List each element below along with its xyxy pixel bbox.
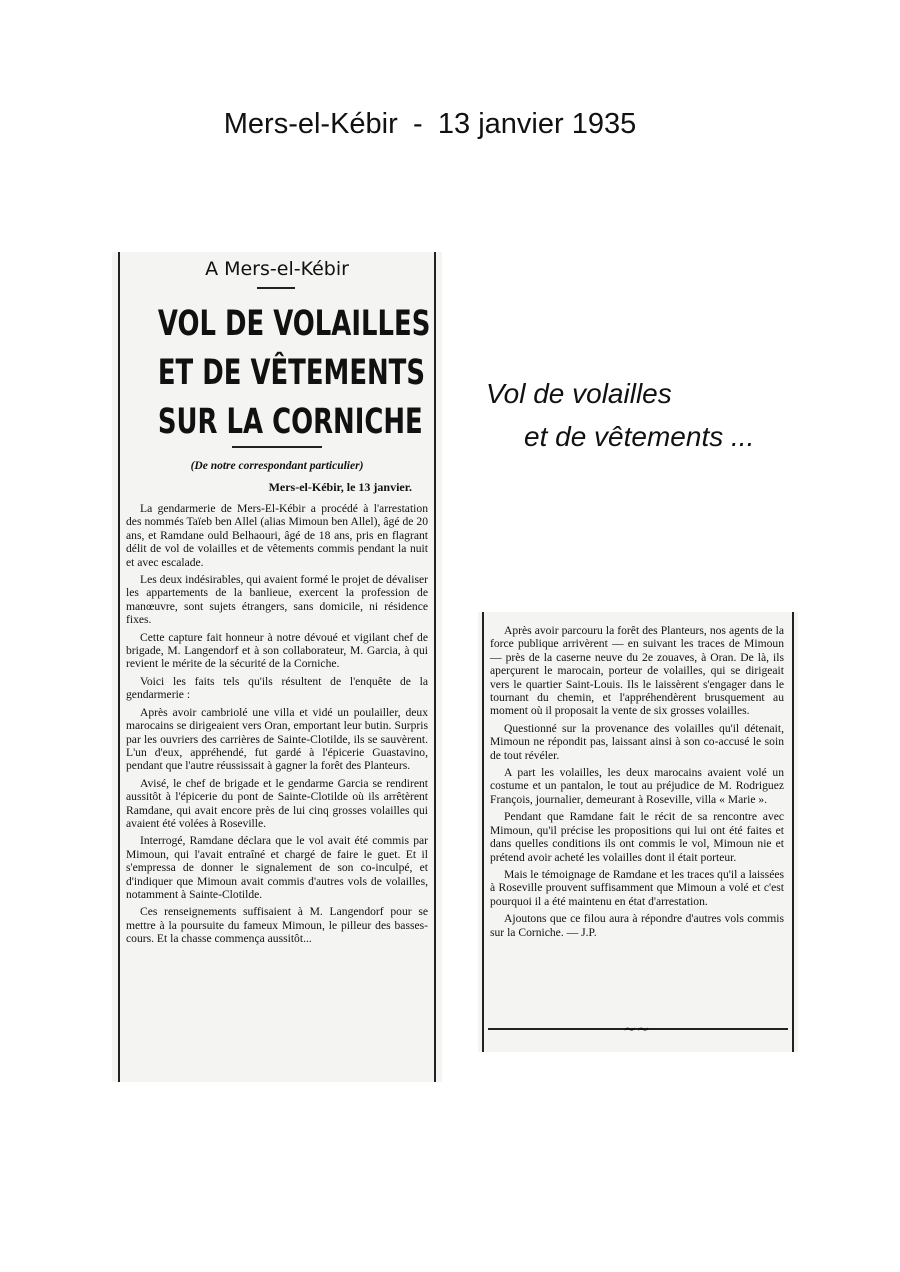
article-byline: (De notre correspondant particulier) bbox=[190, 460, 364, 472]
newspaper-clipping-right bbox=[478, 612, 798, 1052]
column-rule-left bbox=[118, 252, 120, 1082]
page-title-place: Mers-el-Kébir bbox=[223, 108, 398, 140]
headline-line-2: ET DE VÊTEMENTS bbox=[157, 353, 426, 393]
paragraph: Questionné sur la provenance des volailles qu'il détenait, Mimoun ne répondit pas, laissant ainsi à son co-accusé le soin de tout révéler. bbox=[490, 721, 784, 762]
caption-line-2: et de vêtements ... bbox=[524, 421, 755, 452]
paragraph: Les deux indésirables, qui avaient formé le projet de dévaliser les appartements de la banlieue, exercent la profession de manœuvre, sont sujets étrangers, sans domicile, ni résidence fixes. bbox=[126, 573, 428, 627]
headline-line-3: SUR LA CORNICHE bbox=[157, 402, 423, 442]
column-rule-right bbox=[434, 252, 436, 1082]
page-title bbox=[0, 108, 860, 141]
caption-line-1: Vol de volailles bbox=[486, 378, 672, 409]
headline-rule bbox=[232, 446, 322, 448]
article-body-left bbox=[126, 502, 428, 950]
headline-line-1: VOL DE VOLAILLES bbox=[157, 304, 431, 344]
paragraph: Après avoir parcouru la forêt des Planteurs, nos agents de la force publique arrivèrent — en suivant les traces de Mimoun — près de la caserne neuve du 2e zouaves, à Oran. De là, ils aperçurent le marocain, porteur de volailles, qui se dirigeait vers le quartier Saint-Louis. Ils le laissèrent s'engager dans le tournant du chemin, et l'appréhendèrent brusquement au moment où il proposait la vente de six grosses volailles. bbox=[490, 624, 784, 718]
page-title-separator: - bbox=[413, 108, 423, 140]
article-body-right bbox=[490, 624, 784, 943]
page-title-date: 13 janvier 1935 bbox=[437, 108, 637, 140]
paragraph: Après avoir cambriolé une villa et vidé un poulailler, deux marocains se dirigeaient vers Oran, emportant leur butin. Surpris par les ouvriers des carrières de Sainte-Clotilde, ils se sauvèrent. L'un d'eux, appréhendé, fut gardé à l'épicerie Guastavino, pendant que l'autre réussissait à gagner la forêt des Planteurs. bbox=[126, 705, 428, 773]
column-rule-right bbox=[792, 612, 794, 1052]
kicker-rule bbox=[257, 287, 295, 289]
paragraph: Cette capture fait honneur à notre dévoué et vigilant chef de brigade, M. Langendorf et à son collaborateur, M. Garcia, à qui revient le mérite de la sécurité de la Corniche. bbox=[126, 630, 428, 671]
paragraph: Pendant que Ramdane fait le récit de sa rencontre avec Mimoun, qu'il précise les propositions qui lui ont été faites et dans quelles conditions ils ont commis le vol, Mimoun nie et prétend avoir acheté les volailles dont il était porteur. bbox=[490, 810, 784, 864]
article-kicker: A Mers-el-Kébir bbox=[205, 258, 349, 280]
paragraph: La gendarmerie de Mers-El-Kébir a procédé à l'arrestation des nommés Taïeb ben Allel (alias Mimoun ben Allel), âgé de 20 ans, et Ramdane ould Belhaouri, âgé de 18 ans, pris en flagrant délit de vol de volailles et de vêtements commis pendant la nuit et avec escalade. bbox=[126, 502, 428, 569]
article-headline bbox=[157, 300, 431, 447]
paragraph: Voici les faits tels qu'ils résultent de l'enquête de la gendarmerie : bbox=[126, 674, 428, 702]
paragraph: Avisé, le chef de brigade et le gendarme Garcia se rendirent aussitôt à l'épicerie du pont de Sainte-Clotilde où ils arrêtèrent Ramdane, qui avait encore près de lui cinq grosses volailles qui avaient été volées à Roseville. bbox=[126, 776, 428, 830]
paragraph: Interrogé, Ramdane déclara que le vol avait été commis par Mimoun, qui l'avait entraîné et chargé de faire le guet. Et il s'empressa de donner le signalement de son co-inculpé, et d'indiquer que Mimoun avait commis d'autres vols de volailles, notamment à Sainte-Clotilde. bbox=[126, 834, 428, 901]
newspaper-clipping-left bbox=[112, 252, 442, 1082]
paragraph: Ajoutons que ce filou aura à répondre d'autres vols commis sur la Corniche. — J.P. bbox=[490, 912, 784, 939]
paragraph: Ces renseignements suffisaient à M. Langendorf pour se mettre à la poursuite du fameux Mimoun, le pilleur des basses-cours. Et la chasse commença aussitôt... bbox=[126, 905, 428, 946]
paragraph: A part les volailles, les deux marocains avaient volé un costume et un pantalon, le tout au préjudice de M. Rodriguez François, journalier, demeurant à Roseville, villa « Marie ». bbox=[490, 766, 784, 806]
end-ornament-icon: ~~ bbox=[623, 1019, 650, 1038]
article-dateline: Mers-el-Kébir, le 13 janvier. bbox=[268, 480, 412, 494]
column-rule-left bbox=[482, 612, 484, 1052]
paragraph: Mais le témoignage de Ramdane et les traces qu'il a laissées à Roseville prouvent suffisamment que Mimoun a volé et c'est pourquoi il a été maintenu en état d'arrestation. bbox=[490, 867, 784, 908]
